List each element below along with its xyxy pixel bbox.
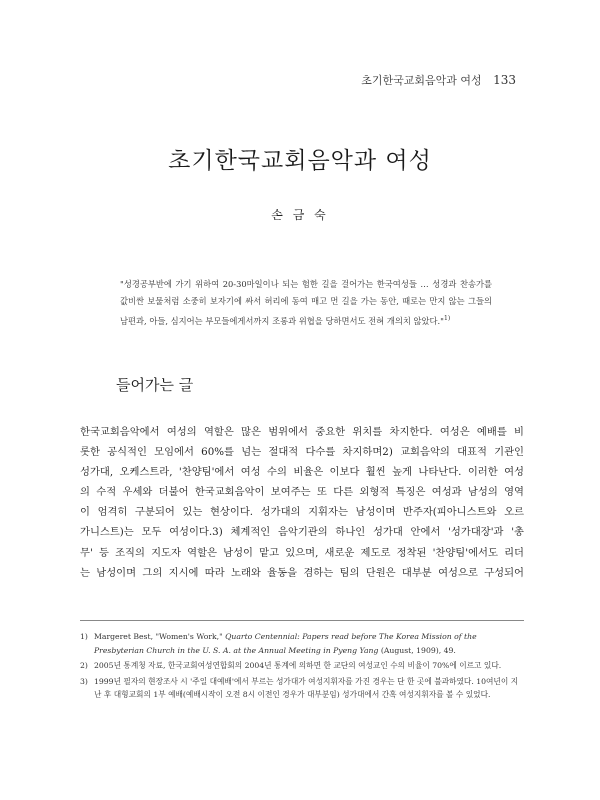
footnote-text: 1999년 필자의 현장조사 시 '주일 대예배'에서 부르는 성가대가 여성지휘자를 가진 경우는 단 한 곳에 불과하였다. 10여년이 지난 후 대형교회의 1부 예배(예배시작이 오전 8시 이전인 경우가 대부분임) 성가대에서 간혹 여성지휘자를 볼 수 있었다. <box>94 676 519 699</box>
body-paragraph <box>80 422 524 583</box>
article-title: 초기한국교회음악과 여성 <box>168 148 432 174</box>
footnote-text-part: Margeret Best, "Women's Work," <box>94 632 226 641</box>
body-line: 는 남성이며 그의 지시에 따라 노래와 율동을 겸하는 팀의 단원은 대부분 여성으로 구성되어 <box>80 566 524 579</box>
footnote-divider <box>80 620 524 621</box>
epigraph-footnote-ref: 1) <box>444 315 451 322</box>
footnote-text <box>94 630 524 657</box>
epigraph-quote <box>120 276 492 330</box>
body-line: 가니스트)는 모두 여성이다.3) 체계적인 음악기관의 하나인 성가대 안에서 '성가대장'과 '총 <box>80 526 524 539</box>
section-heading: 들어가는 글 <box>116 376 194 394</box>
running-header <box>361 72 516 88</box>
epigraph-text: "성경공부반에 가기 위하여 20-30마일이나 되는 험한 길을 걸어가는 한국여성들 … 성경과 찬송가를 값비싼 보물처럼 소중히 보자기에 싸서 허리에 동여 매고 먼 길을 가는 동안, 때로는 만지 않는 그들의 남편과, 아들, 심지어는 부모들에게서까지 조롱과 위협을 당하면서도 전혀 개의치 않았다." <box>120 279 492 326</box>
body-line: 롯한 공식적인 모임에서 60%를 넘는 절대적 다수를 차지하며2) 교회음악의 대표적 기관인 <box>80 446 524 459</box>
body-line: 의 수적 우세와 더불어 한국교회음악이 보여주는 또 다른 외형적 특징은 여성과 남성의 영역 <box>80 486 524 499</box>
body-line: 성가대, 오케스트라, '찬양팀'에서 여성 수의 비율은 이보다 훨씬 높게 나타난다. 이러한 여성 <box>80 466 524 479</box>
footnote-text: 2005년 통계청 자료, 한국교회여성연합회의 2004년 통계에 의하면 한 교단의 여성교인 수의 비율이 70%에 이르고 있다. <box>94 661 502 670</box>
footnotes-list <box>80 630 524 704</box>
footnote-italic-title: Quarto Centennial: Papers read before The Korea Mission of the Presbyterian Church in the U. S. A. at the Annual Meeting in Pyeng Yang <box>94 632 477 655</box>
body-line: 무' 등 조직의 지도자 역할은 남성이 맡고 있으며, 새로운 제도로 정착된 '찬양팀'에서도 리더 <box>80 546 524 559</box>
footnote-item <box>80 675 524 702</box>
footnote-number: 3) <box>80 676 88 686</box>
footnote-number: 2) <box>80 661 88 670</box>
page-number: 133 <box>493 73 516 87</box>
body-line: 한국교회음악에서 여성의 역할은 많은 범위에서 중요한 위치를 차지한다. 여성은 예배를 비 <box>80 426 524 438</box>
footnote-item <box>80 659 524 673</box>
footnote-item <box>80 630 524 657</box>
footnote-text-part: (August, 1909), 49. <box>378 645 456 655</box>
author-name: 손 금 숙 <box>271 208 329 222</box>
running-title: 초기한국교회음악과 여성 <box>361 74 482 87</box>
body-line: 이 엄격히 구분되어 있는 현상이다. 성가대의 지휘자는 남성이며 반주자(피아니스트와 오르 <box>80 506 524 519</box>
footnote-number: 1) <box>80 632 88 641</box>
